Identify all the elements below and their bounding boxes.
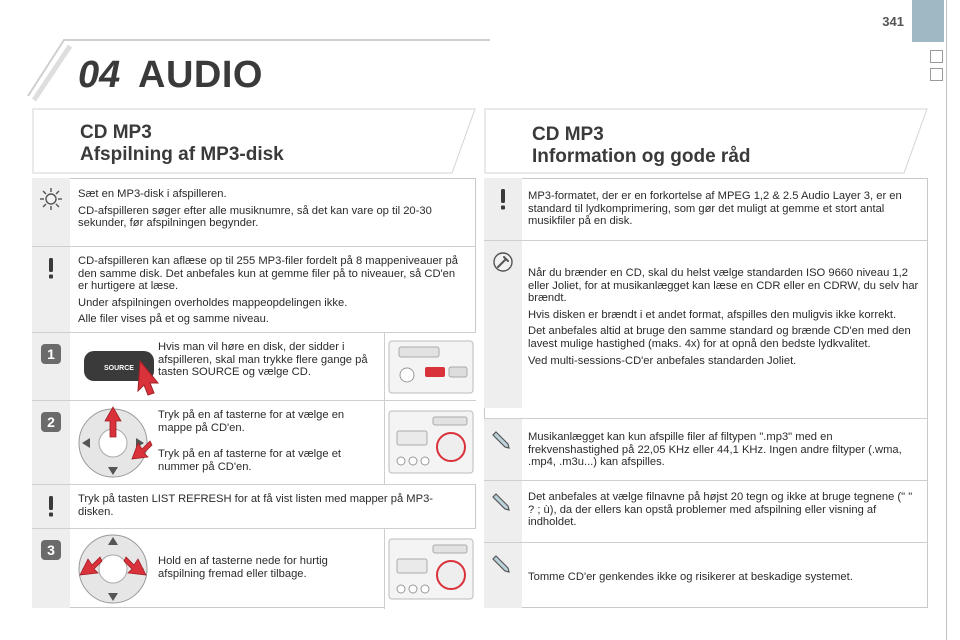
right-s2-p3: Det anbefales altid at bruge den samme standard og brænde CD'en med den lavest mulige hastighed (maks. 4x) for at opnå den bedste lydkvalitet. bbox=[528, 325, 911, 350]
right-s2-p4: Ved multi-sessions-CD'er anbefales standarden Joliet. bbox=[528, 354, 797, 367]
left-section-2 bbox=[32, 246, 476, 332]
tool-icon bbox=[491, 250, 515, 274]
left-s5-p1: Tryk på tasten LIST REFRESH for at få vist listen med mapper på MP3-disken. bbox=[78, 493, 434, 518]
left-step-3 bbox=[32, 528, 476, 608]
right-s3-p1: Musikanlægget kan kun afspille filer af filtypen ".mp3" med en frekvenshastighed på 22,05 KHz eller 44,1 KHz. Ingen andre filtyper (.wma, .mp4, .m3u...) kan afspilles. bbox=[528, 431, 902, 469]
step-3-badge-icon bbox=[39, 538, 63, 562]
left-s1-p2: CD-afspilleren søger efter alle musiknumre, så det kan vare op til 20-30 sekunder, før afspilningen begynder. bbox=[78, 204, 432, 230]
left-step2-p1: Tryk på en af tasterne for at vælge en mappe på CD'en. bbox=[158, 409, 345, 434]
step-2-badge-icon bbox=[39, 410, 63, 434]
pencil-icon bbox=[491, 490, 515, 514]
chapter-title: AUDIO bbox=[138, 54, 263, 96]
warning-icon bbox=[491, 187, 515, 211]
pencil-icon bbox=[491, 428, 515, 452]
right-s2-p1: Når du brænder en CD, skal du helst vælge standarden ISO 9660 niveau 1,2 eller Joliet, for at musikanlægget kan læse en CDR eller en CDRW, du selv har brændt. bbox=[528, 267, 919, 305]
left-s2-p1: CD-afspilleren kan aflæse op til 255 MP3-filer fordelt på 8 mappeniveauer på den samme disk. Det anbefales kun at gemme filer på to niveauer, så CD'en er hurtigere at læse. bbox=[78, 255, 458, 293]
left-section-1 bbox=[32, 178, 476, 246]
svg-text:1: 1 bbox=[47, 346, 55, 362]
source-button-label: SOURCE bbox=[104, 365, 134, 372]
left-step-2 bbox=[32, 400, 476, 484]
right-section-5 bbox=[484, 542, 928, 608]
source-button-illustration bbox=[78, 339, 168, 397]
radio-illustration-1 bbox=[384, 333, 476, 401]
right-heading-line1: CD MP3 bbox=[532, 124, 604, 145]
page-corner-tab bbox=[912, 0, 944, 42]
right-section-3 bbox=[484, 418, 928, 480]
svg-text:2: 2 bbox=[47, 414, 55, 430]
right-section-4 bbox=[484, 480, 928, 542]
step-1-badge-icon bbox=[39, 342, 63, 366]
chapter-number: 04 bbox=[78, 54, 121, 96]
warning-icon bbox=[39, 256, 63, 280]
side-box-top bbox=[930, 50, 943, 63]
right-section-1 bbox=[484, 178, 928, 240]
right-s4-p1: Det anbefales at vælge filnavne på højst 20 tegn og ikke at bruge tegnene (" " ? ; ù), da der ellers kan opstå problemer med afspilning eller visning af indholdet. bbox=[528, 491, 913, 529]
left-header-panel bbox=[32, 108, 476, 174]
left-step1-p1: Hvis man vil høre en disk, der sidder i afspilleren, skal man trykke flere gange på tasten SOURCE og vælge CD. bbox=[158, 341, 368, 379]
svg-text:3: 3 bbox=[47, 542, 55, 558]
left-heading-line2: Afspilning af MP3-disk bbox=[80, 144, 284, 165]
left-s2-p3: Alle filer vises på et og samme niveau. bbox=[78, 313, 269, 326]
pencil-icon bbox=[491, 552, 515, 576]
right-s5-p1: Tomme CD'er genkendes ikke og risikerer at beskadige systemet. bbox=[528, 571, 853, 583]
side-box-bottom bbox=[930, 68, 943, 81]
left-step-1 bbox=[32, 332, 476, 400]
page-number: 341 bbox=[882, 14, 904, 29]
direction-pad-illustration-2 bbox=[72, 403, 154, 483]
left-heading-line1: CD MP3 bbox=[80, 122, 152, 143]
left-section-5 bbox=[32, 484, 476, 528]
left-step2-p2: Tryk på en af tasterne for at vælge et nummer på CD'en. bbox=[158, 448, 342, 473]
direction-pad-illustration-3 bbox=[72, 529, 154, 609]
right-header-panel bbox=[484, 108, 928, 174]
right-s1-p1: MP3-formatet, der er en forkortelse af MPEG 1,2 & 2.5 Audio Layer 3, er en standard til lydkomprimering, som gør det muligt at gemme et stort antal musikfiler på en disk. bbox=[528, 190, 902, 228]
right-heading-line2: Information og gode råd bbox=[532, 146, 751, 167]
radio-illustration-3 bbox=[384, 529, 476, 609]
left-step3-p1: Hold en af tasterne nede for hurtig afspilning fremad eller tilbage. bbox=[158, 555, 328, 580]
left-s2-p2: Under afspilningen overholdes mappeopdelingen ikke. bbox=[78, 296, 348, 309]
sun-icon bbox=[39, 187, 63, 211]
left-s1-p1: Sæt en MP3-disk i afspilleren. bbox=[78, 188, 227, 200]
right-s2-p2: Hvis disken er brændt i et andet format, afspilles den muligvis ikke korrekt. bbox=[528, 308, 897, 321]
right-section-2 bbox=[484, 240, 928, 408]
right-rule bbox=[946, 0, 947, 640]
radio-illustration-2 bbox=[384, 401, 476, 485]
warning-icon bbox=[39, 494, 63, 518]
